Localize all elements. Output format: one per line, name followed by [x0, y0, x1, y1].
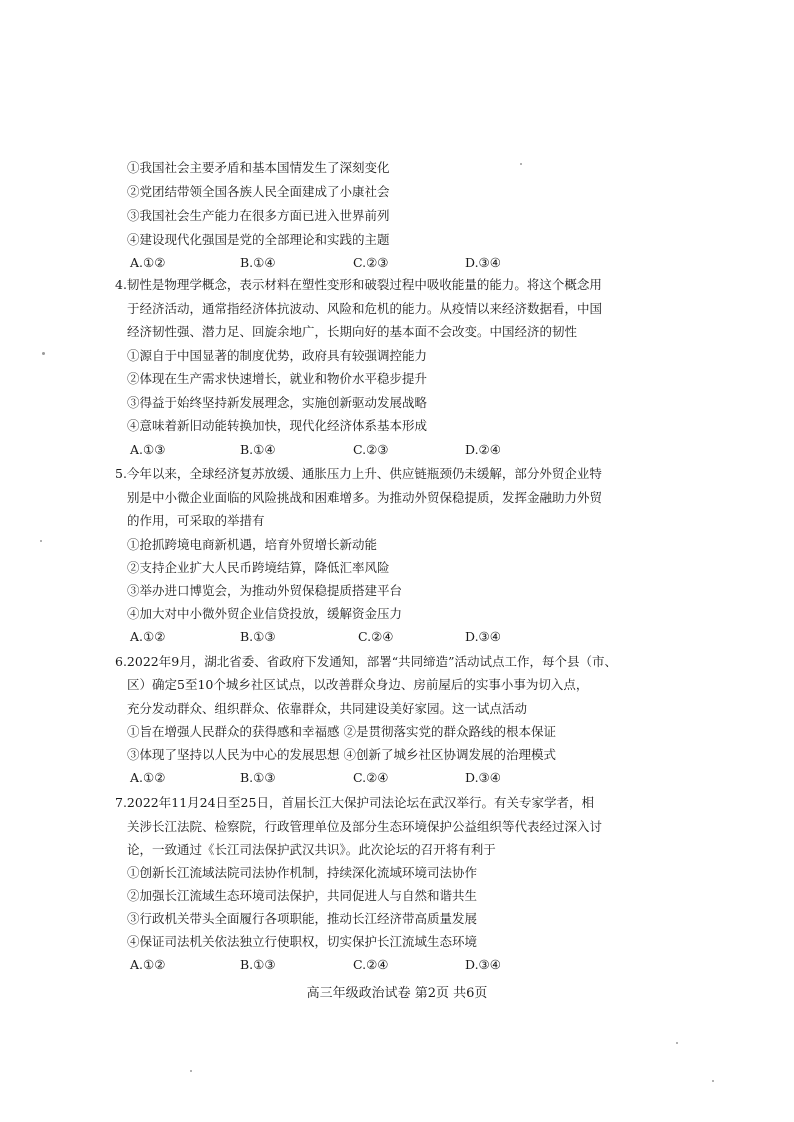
q3-item-4: ④建设现代化强国是党的全部理论和实践的主题 [127, 232, 390, 247]
q4-option-d: D.②④ [465, 442, 501, 457]
q3-item-2: ②党团结带领全国各族人民全面建成了小康社会 [127, 184, 390, 199]
scan-speck [520, 163, 522, 165]
q7-item-4: ④保证司法机关依法独立行使职权，切实保护长江流域生态环境 [127, 934, 478, 949]
q7-item-2: ②加强长江流域生态环境司法保护，共同促进人与自然和谐共生 [127, 888, 478, 903]
q6-option-a: A.①② [130, 770, 166, 785]
q5-stem-line-1: 5.今年以来，全球经济复苏放缓、通胀压力上升、供应链瓶颈仍未缓解，部分外贸企业特 [115, 466, 602, 481]
q4-stem-line-1: 4.韧性是物理学概念，表示材料在塑性变形和破裂过程中吸收能量的能力。将这个概念用 [115, 277, 602, 292]
q3-item-3: ③我国社会生产能力在很多方面已进入世界前列 [127, 208, 390, 223]
q4-option-c: C.②③ [353, 442, 389, 457]
q7-option-a: A.①② [130, 957, 166, 972]
q3-option-d: D.③④ [465, 255, 501, 270]
q5-item-1: ①抢抓跨境电商新机遇，培育外贸增长新动能 [127, 537, 378, 552]
q5-option-d: D.③④ [465, 629, 501, 644]
q5-option-b: B.①③ [240, 629, 276, 644]
q3-option-b: B.①④ [240, 255, 276, 270]
scan-speck [42, 352, 45, 355]
q7-stem-line-3: 论，一致通过《长江司法保护武汉共识》。此次论坛的召开将有利于 [127, 842, 496, 857]
page-footer: 高三年级政治试卷 第2页 共6页 [306, 986, 488, 1001]
q7-option-d: D.③④ [465, 957, 501, 972]
q7-option-c: C.②④ [353, 957, 389, 972]
q6-items-line-1: ①旨在增强人民群众的获得感和幸福感 ②是贯彻落实党的群众路线的根本保证 [127, 724, 556, 739]
q7-item-1: ①创新长江流域法院司法协作机制，持续深化流域环境司法协作 [127, 865, 478, 880]
q7-option-b: B.①③ [240, 957, 276, 972]
q7-item-3: ③行政机关带头全面履行各项职能，推动长江经济带高质量发展 [127, 911, 478, 926]
q5-option-a: A.①② [130, 629, 166, 644]
q7-stem-line-1: 7.2022年11月24日至25日，首届长江大保护司法论坛在武汉举行。有关专家学者，相 [115, 795, 594, 810]
q6-items-line-2: ③体现了坚持以人民为中心的发展思想 ④创新了城乡社区协调发展的治理模式 [127, 747, 556, 762]
q3-item-1: ①我国社会主要矛盾和基本国情发生了深刻变化 [127, 160, 390, 175]
q3-option-c: C.②③ [353, 255, 389, 270]
scan-speck [40, 540, 42, 542]
q5-item-2: ②支持企业扩大人民币跨境结算，降低汇率风险 [127, 560, 390, 575]
scan-speck [190, 1070, 192, 1072]
q4-item-1: ①源自于中国显著的制度优势，政府具有较强调控能力 [127, 348, 428, 363]
q4-item-4: ④意味着新旧动能转换加快，现代化经济体系基本形成 [127, 418, 428, 433]
q4-stem-line-3: 经济韧性强、潜力足、回旋余地广，长期向好的基本面不会改变。中国经济的韧性 [127, 324, 578, 339]
q6-stem-line-2: 区）确定5至10个城乡社区试点，以改善群众身边、房前屋后的实事小事为切入点， [127, 677, 589, 692]
scan-speck [712, 1080, 714, 1082]
q5-option-c: C.②④ [358, 629, 394, 644]
q5-stem-line-3: 的作用，可采取的举措有 [127, 513, 265, 528]
q6-stem-line-1: 6.2022年9月，湖北省委、省政府下发通知，部署“共同缔造”活动试点工作，每个县（市、 [115, 654, 617, 669]
scan-speck [676, 1042, 678, 1044]
q4-option-a: A.①③ [130, 442, 166, 457]
q6-option-b: B.①③ [240, 770, 276, 785]
q4-item-3: ③得益于始终坚持新发展理念，实施创新驱动发展战略 [127, 395, 428, 410]
q4-option-b: B.①④ [240, 442, 276, 457]
q5-item-3: ③举办进口博览会，为推动外贸保稳提质搭建平台 [127, 583, 403, 598]
q5-item-4: ④加大对中小微外贸企业信贷投放，缓解资金压力 [127, 606, 403, 621]
q6-stem-line-3: 充分发动群众、组织群众、依靠群众，共同建设美好家园。这一试点活动 [127, 701, 528, 716]
q7-stem-line-2: 关涉长江法院、检察院，行政管理单位及部分生态环境保护公益组织等代表经过深入讨 [127, 819, 603, 834]
q3-option-a: A.①② [130, 255, 166, 270]
q6-option-d: D.③④ [465, 770, 501, 785]
q6-option-c: C.②④ [353, 770, 389, 785]
q4-item-2: ②体现在生产需求快速增长，就业和物价水平稳步提升 [127, 371, 428, 386]
q5-stem-line-2: 别是中小微企业面临的风险挑战和困难增多。为推动外贸保稳提质，发挥金融助力外贸 [127, 490, 603, 505]
q4-stem-line-2: 于经济活动，通常指经济体抗波动、风险和危机的能力。从疫情以来经济数据看，中国 [127, 301, 603, 316]
